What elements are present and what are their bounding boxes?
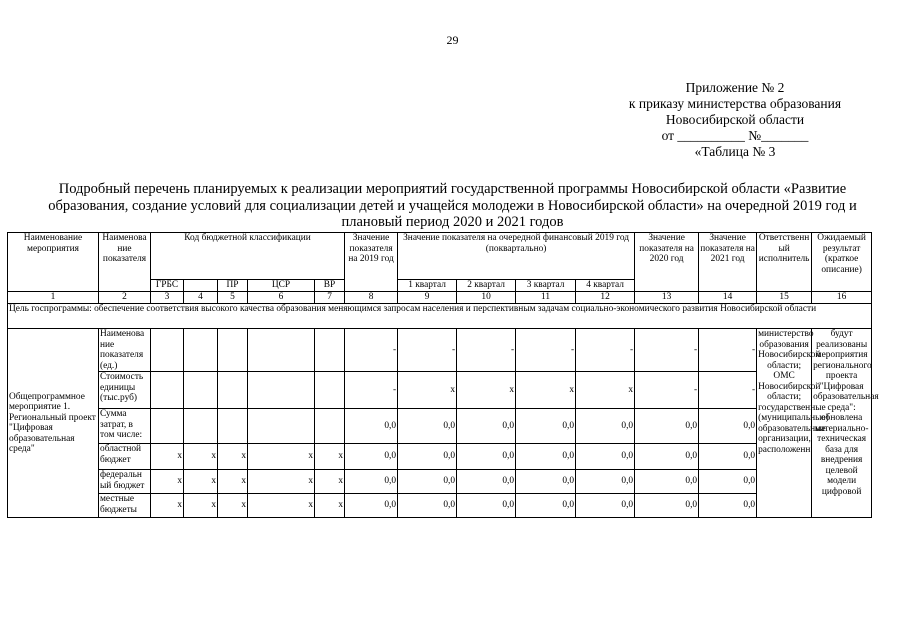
grbs-cell: x (151, 444, 184, 470)
column-number: 9 (398, 292, 457, 304)
appendix-line-2: к приказу министерства образования (628, 96, 842, 111)
table-row (8, 372, 872, 409)
q2-cell: - (457, 329, 516, 372)
result-cell: будут реализованы мероприятия регионального проекта "Цифровая образовательная среда": обновлена материально-техническая база для внедрения целевой модели цифровой (812, 329, 872, 518)
pr-cell (218, 409, 248, 444)
column-number: 7 (315, 292, 345, 304)
table-row (8, 470, 872, 494)
q4-cell: 0,0 (576, 444, 635, 470)
pr-cell (218, 372, 248, 409)
table-row (8, 409, 872, 444)
appendix-line-3: Новосибирской области (665, 112, 805, 127)
q4-cell: - (576, 329, 635, 372)
header-blank (184, 280, 218, 292)
column-number: 13 (635, 292, 699, 304)
csr-cell: x (248, 494, 315, 518)
header-q2: 2 квартал (457, 280, 516, 292)
column-number: 15 (757, 292, 812, 304)
q1-cell: 0,0 (398, 444, 457, 470)
q4-cell: 0,0 (576, 409, 635, 444)
row-label: федеральн ый бюджет (99, 470, 151, 494)
q3-cell: 0,0 (516, 444, 576, 470)
q3-cell: - (516, 329, 576, 372)
vr-cell (315, 409, 345, 444)
q2-cell: 0,0 (457, 494, 516, 518)
value-2019-cell: 0,0 (345, 470, 398, 494)
header-grbs: ГРБС (151, 280, 184, 292)
header-value-2019: Значение показателя на 2019 год (345, 233, 398, 292)
value-2020-cell: - (635, 329, 699, 372)
value-2021-cell: 0,0 (699, 470, 757, 494)
value-2020-cell: 0,0 (635, 494, 699, 518)
header-q3: 3 квартал (516, 280, 576, 292)
table-row (8, 444, 872, 470)
header-budget-code: Код бюджетной классификации (151, 233, 345, 280)
csr-cell (248, 329, 315, 372)
value-2020-cell: 0,0 (635, 444, 699, 470)
pr-cell: x (218, 494, 248, 518)
blank-code-cell (184, 329, 218, 372)
vr-cell: x (315, 444, 345, 470)
q4-cell: x (576, 372, 635, 409)
table-row (8, 494, 872, 518)
q1-cell: 0,0 (398, 494, 457, 518)
q1-cell: 0,0 (398, 470, 457, 494)
executor-cell: министерство образования Новосибирской области; ОМС Новосибирской области; государственные (муниципальные) образовательные организации, расположенн (757, 329, 812, 518)
appendix-block (585, 80, 885, 160)
column-number: 11 (516, 292, 576, 304)
value-2019-cell: 0,0 (345, 409, 398, 444)
header-vr: ВР (315, 280, 345, 292)
header-activity-name: Наименование мероприятия (8, 233, 99, 292)
blank-code-cell (184, 372, 218, 409)
appendix-line-5: «Таблица № 3 (694, 144, 776, 159)
q1-cell: - (398, 329, 457, 372)
column-number: 8 (345, 292, 398, 304)
q4-cell: 0,0 (576, 470, 635, 494)
value-2019-cell: - (345, 372, 398, 409)
header-indicator-name: Наименова ние показателя (99, 233, 151, 292)
q3-cell: 0,0 (516, 409, 576, 444)
q2-cell: 0,0 (457, 444, 516, 470)
pr-cell: x (218, 444, 248, 470)
blank-code-cell: x (184, 444, 218, 470)
q4-cell: 0,0 (576, 494, 635, 518)
header-result: Ожидаемый результат (краткое описание) (812, 233, 872, 292)
csr-cell: x (248, 470, 315, 494)
appendix-line-1: Приложение № 2 (685, 80, 785, 95)
value-2020-cell: 0,0 (635, 409, 699, 444)
q3-cell: 0,0 (516, 494, 576, 518)
q2-cell: 0,0 (457, 409, 516, 444)
pr-cell: x (218, 470, 248, 494)
value-2020-cell: - (635, 372, 699, 409)
value-2021-cell: - (699, 329, 757, 372)
vr-cell: x (315, 470, 345, 494)
grbs-cell (151, 372, 184, 409)
activity-name-cell: Общепрограммное мероприятие 1. Региональный проект "Цифровая образовательная среда" (8, 329, 99, 518)
blank-code-cell: x (184, 470, 218, 494)
grbs-cell: x (151, 494, 184, 518)
activities-table (7, 232, 879, 518)
column-number: 6 (248, 292, 315, 304)
column-number: 4 (184, 292, 218, 304)
grbs-cell (151, 329, 184, 372)
row-label: областной бюджет (99, 444, 151, 470)
header-quarterly: Значение показателя на очередной финансовый 2019 год (поквартально) (398, 233, 635, 280)
column-number: 2 (99, 292, 151, 304)
column-number: 10 (457, 292, 516, 304)
vr-cell (315, 329, 345, 372)
document-title: Подробный перечень планируемых к реализации мероприятий государственной программы Новосибирской области «Развитие образования, создание условий для социализации детей и учащейся молодежи в Новосибирской области» на очередной 2019 год и плановый период 2020 и 2021 годов (48, 181, 857, 230)
table-row (8, 329, 872, 372)
row-label: Наименова ние показателя (ед.) (99, 329, 151, 372)
csr-cell: x (248, 444, 315, 470)
header-executor: Ответственн ый исполнитель (757, 233, 812, 292)
q3-cell: x (516, 372, 576, 409)
value-2021-cell: 0,0 (699, 444, 757, 470)
header-pr: ПР (218, 280, 248, 292)
pr-cell (218, 329, 248, 372)
q1-cell: x (398, 372, 457, 409)
column-number: 16 (812, 292, 872, 304)
header-q1: 1 квартал (398, 280, 457, 292)
appendix-line-4: от __________ №_______ (661, 128, 809, 143)
value-2021-cell: - (699, 372, 757, 409)
column-number: 3 (151, 292, 184, 304)
value-2019-cell: - (345, 329, 398, 372)
csr-cell (248, 409, 315, 444)
header-csr: ЦСР (248, 280, 315, 292)
row-label: Сумма затрат, в том числе: (99, 409, 151, 444)
q3-cell: 0,0 (516, 470, 576, 494)
page-number: 29 (446, 33, 459, 47)
value-2019-cell: 0,0 (345, 444, 398, 470)
csr-cell (248, 372, 315, 409)
vr-cell (315, 372, 345, 409)
value-2019-cell: 0,0 (345, 494, 398, 518)
value-2021-cell: 0,0 (699, 409, 757, 444)
blank-code-cell (184, 409, 218, 444)
column-number: 12 (576, 292, 635, 304)
q1-cell: 0,0 (398, 409, 457, 444)
header-value-2020: Значение показателя на 2020 год (635, 233, 699, 292)
column-number: 5 (218, 292, 248, 304)
grbs-cell (151, 409, 184, 444)
goal-row: Цель госпрограммы: обеспечение соответствия высокого качества образования меняющимся запросам населения и перспективным задачам социально-экономического развития Новосибирской области (8, 304, 872, 329)
header-q4: 4 квартал (576, 280, 635, 292)
column-number: 1 (8, 292, 99, 304)
grbs-cell: x (151, 470, 184, 494)
value-2020-cell: 0,0 (635, 470, 699, 494)
row-label: Стоимость единицы (тыс.руб) (99, 372, 151, 409)
row-label: местные бюджеты (99, 494, 151, 518)
vr-cell: x (315, 494, 345, 518)
column-number: 14 (699, 292, 757, 304)
header-value-2021: Значение показателя на 2021 год (699, 233, 757, 292)
q2-cell: 0,0 (457, 470, 516, 494)
value-2021-cell: 0,0 (699, 494, 757, 518)
blank-code-cell: x (184, 494, 218, 518)
q2-cell: x (457, 372, 516, 409)
